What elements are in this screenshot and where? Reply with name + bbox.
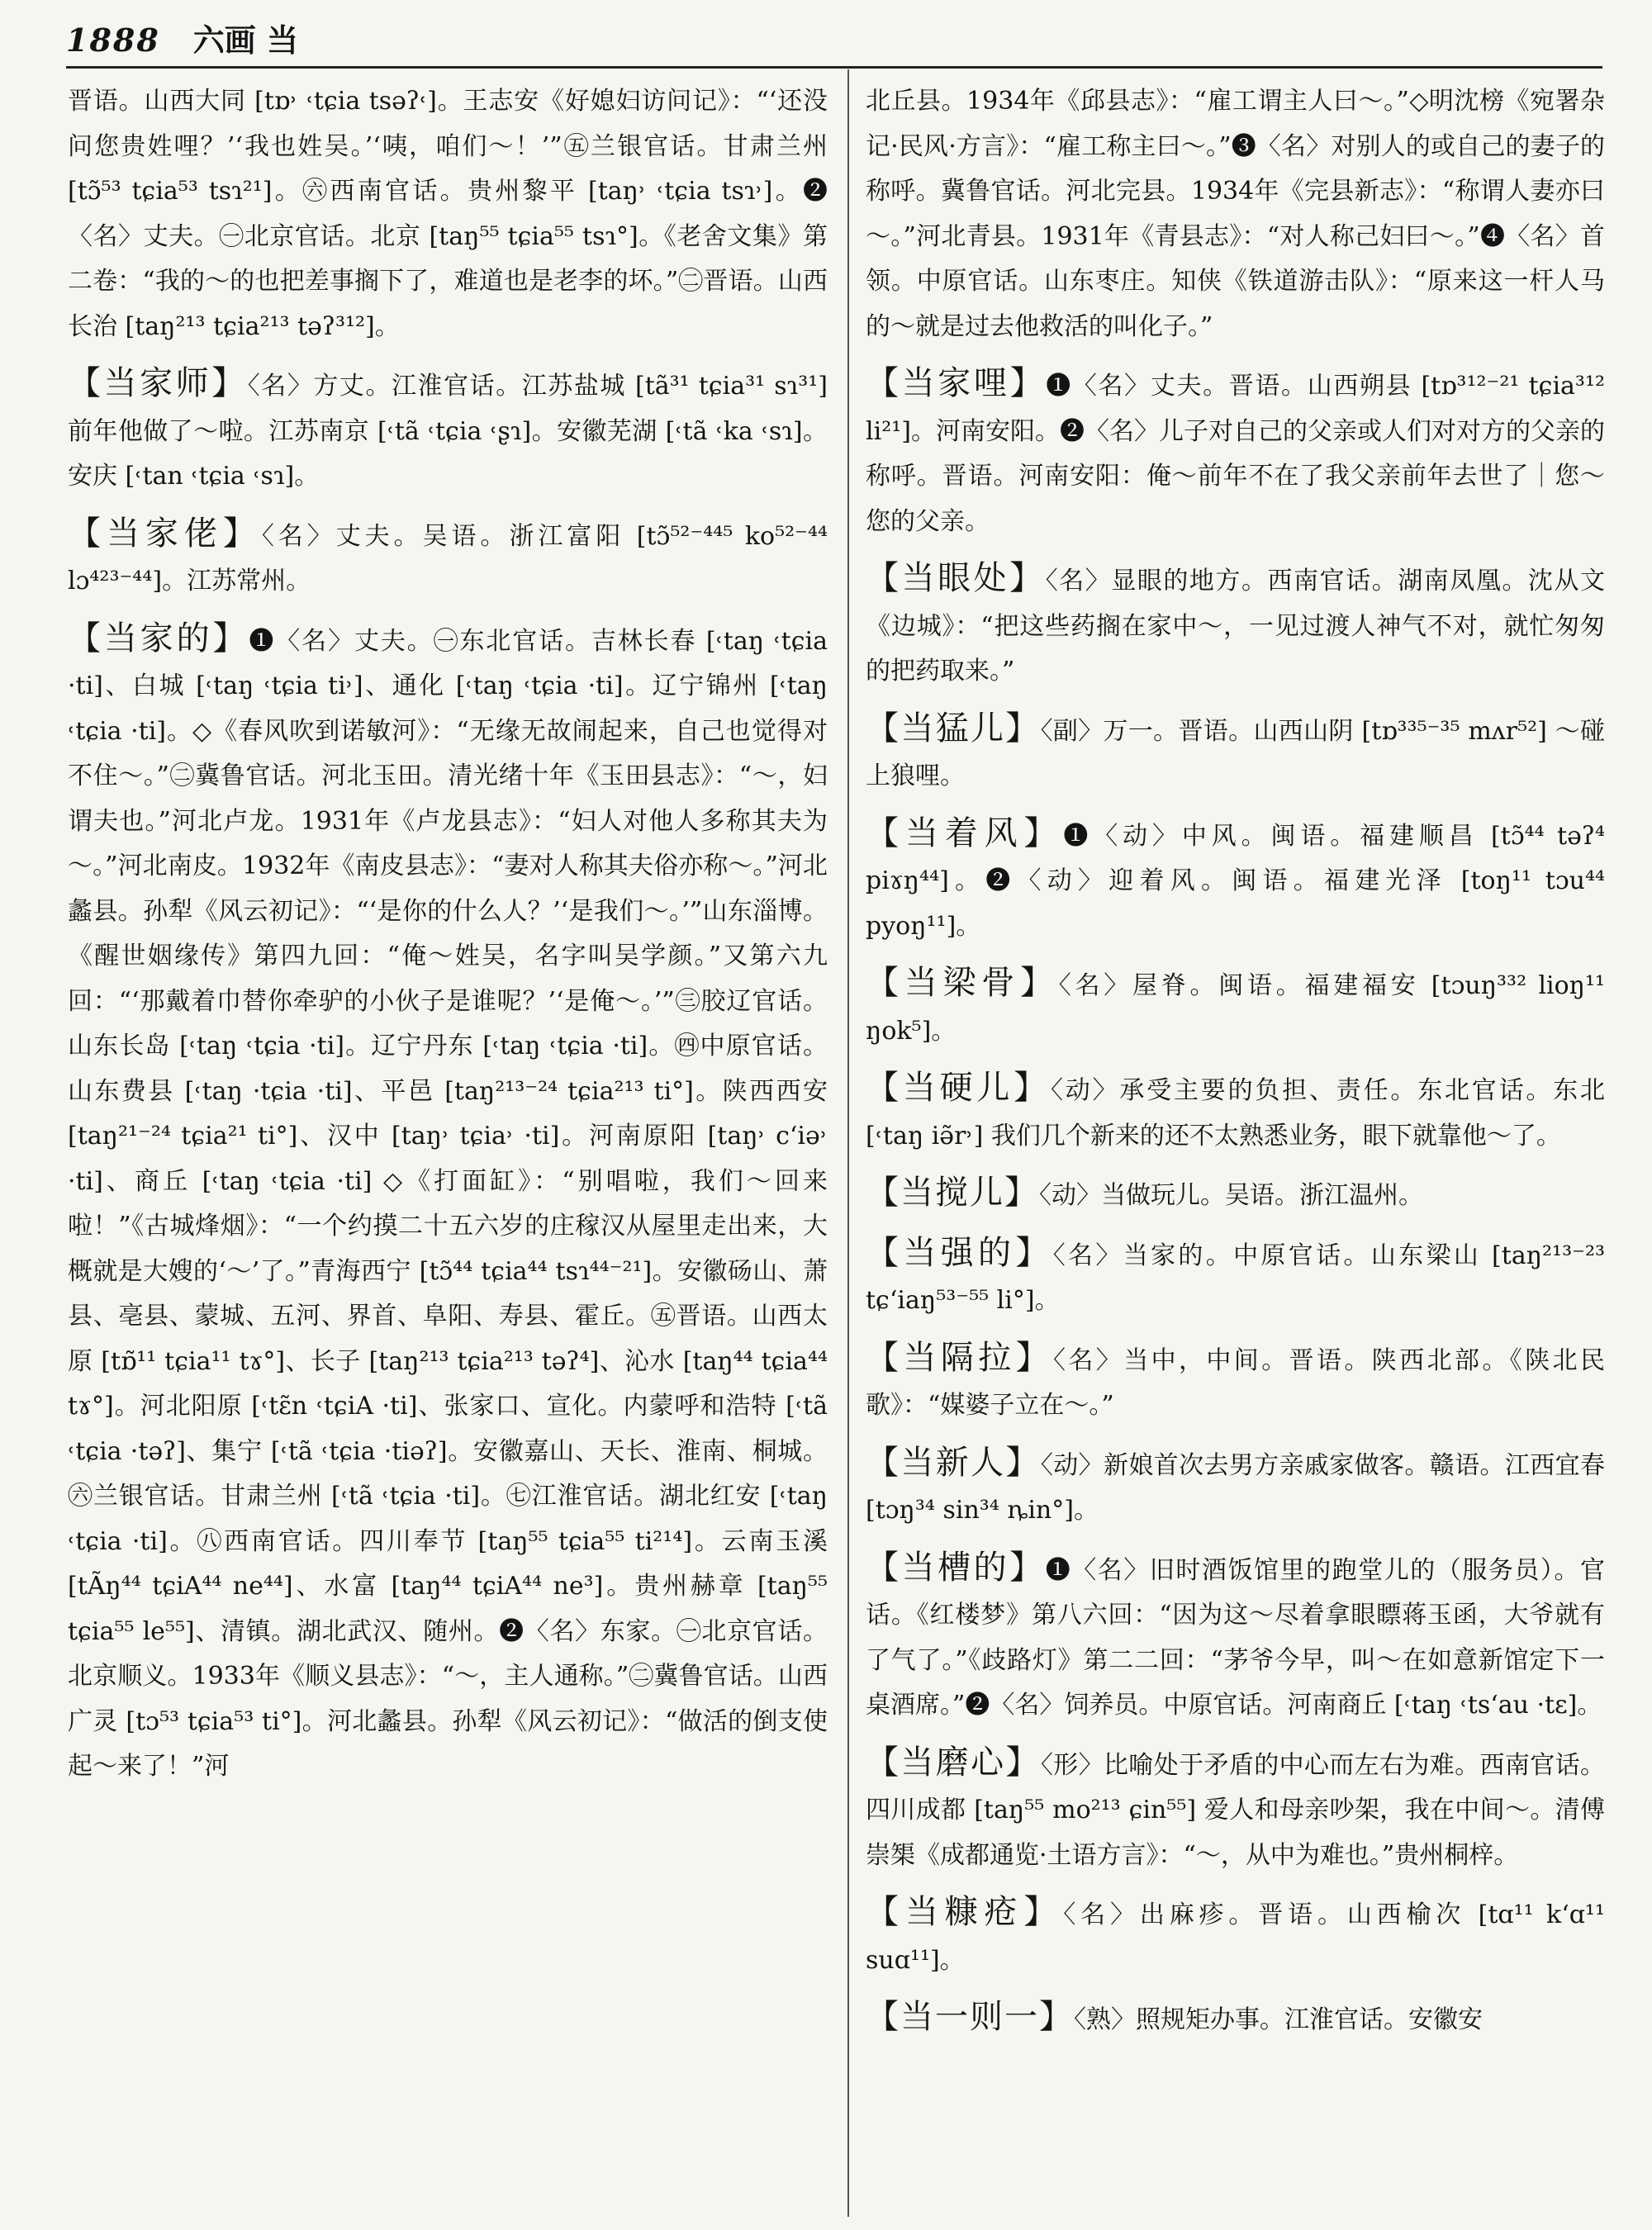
entry-body: 〈动〉当做玩儿。吴语。浙江温州。 <box>1039 1181 1423 1210</box>
dictionary-entry <box>866 1231 1605 1324</box>
entry-body: ❶〈名〉旧时酒饭馆里的跑堂儿的（服务员）。官话。《红楼梦》第八六回：“因为这～尽着拿眼瞟蒋玉函，大爷就有了气了。”《歧路灯》第二二回：“茅爷今早，叫～在如意新馆定下一桌酒席。”❷〈名〉饲养员。中原官话。河南商丘 [˓taŋ ˓tsʻau ·tɛ]。 <box>866 1555 1605 1720</box>
page-header <box>66 15 1602 61</box>
entry-body: 〈名〉当家的。中原官话。山东梁山 [taŋ²¹³⁻²³ tɕʻiaŋ⁵³⁻⁵⁵ li°]。 <box>866 1241 1605 1315</box>
dictionary-entry <box>68 511 828 605</box>
entry-headword: 【当家师】 <box>68 364 248 402</box>
dictionary-entry <box>866 706 1605 799</box>
entry-body: 〈熟〉照规矩办事。江淮官话。安徽安 <box>1074 2005 1483 2034</box>
entry-body: 〈副〉万一。晋语。山西山阴 [tɒ³³⁵⁻³⁵ mʌr⁵²] ～碰上狼哩。 <box>866 716 1605 790</box>
entry-headword: 【当隔拉】 <box>866 1338 1053 1377</box>
entry-body: 〈名〉显眼的地方。西南官话。湖南凤凰。沈从文《边城》：“把这些药搁在家中～，一见过渡人神气不对，就忙匆匆的把药取来。” <box>866 567 1605 686</box>
entry-body: ❶〈动〉中风。闽语。福建顺昌 [tɔ̃⁴⁴ təʔ⁴ piɤŋ⁴⁴]。❷〈动〉迎着风。闽语。福建光泽 [toŋ¹¹ tɔu⁴⁴ pyoŋ¹¹]。 <box>866 821 1605 941</box>
dictionary-entry <box>866 76 1605 349</box>
entry-body: 〈名〉当中，中间。晋语。陕西北部。《陕北民歌》：“媒婆子立在～。” <box>866 1345 1605 1420</box>
dictionary-entry <box>866 1440 1605 1534</box>
entry-body: 〈动〉承受主要的负担、责任。东北官话。东北 [˓taŋ iə̃r˒] 我们几个新来的还不太熟悉业务，眼下就靠他～了。 <box>866 1076 1605 1151</box>
entry-headword: 【当新人】 <box>866 1443 1041 1482</box>
entry-headword: 【当梁骨】 <box>866 964 1059 1002</box>
dictionary-entry <box>866 1336 1605 1429</box>
entry-headword: 【当搅儿】 <box>866 1174 1039 1212</box>
entry-body: ❶〈名〉丈夫。晋语。山西朔县 [tɒ³¹²⁻²¹ tɕia³¹² li²¹]。河南安阳。❷〈名〉儿子对自己的父亲或人们对对方的父亲的称呼。晋语。河南安阳：俺～前年不在了我父亲前年去世了｜您～您的父亲。 <box>866 372 1605 536</box>
dictionary-entry <box>866 811 1605 950</box>
right-column <box>866 76 1605 2215</box>
entry-headword: 【当家的】 <box>68 619 249 657</box>
entry-headword: 【当槽的】 <box>866 1548 1046 1587</box>
dictionary-entry <box>866 1065 1605 1159</box>
entry-headword: 【当硬儿】 <box>866 1069 1051 1107</box>
dictionary-entry <box>866 1890 1605 1983</box>
entry-body: 北丘县。1934年《邱县志》：“雇工谓主人曰～。”◇明沈榜《宛署杂记·民风·方言》：“雇工称主曰～。”❸〈名〉对别人的或自己的妻子的称呼。冀鲁官话。河北完县。1934年《完县新志》：“称谓人妻亦曰～。”河北青县。1931年《青县志》：“对人称己妇曰～。”❹〈名〉首领。中原官话。山东枣庄。知侠《铁道游击队》：“原来这一杆人马的～就是过去他救活的叫化子。” <box>866 87 1605 341</box>
dictionary-entry <box>866 361 1605 544</box>
dictionary-entry <box>866 1740 1605 1879</box>
entry-headword: 【当糠疮】 <box>866 1893 1064 1931</box>
entry-body: 〈名〉屋脊。闽语。福建福安 [tɔuŋ³³² lioŋ¹¹ ŋok⁵]。 <box>866 971 1605 1046</box>
dictionary-entry <box>68 361 828 500</box>
entry-headword: 【当强的】 <box>866 1233 1053 1272</box>
header-rule <box>66 66 1602 69</box>
entry-body: 〈动〉新娘首次去男方亲戚家做客。赣语。江西宜春 [tɔŋ³⁴ sin³⁴ ȵin°]。 <box>866 1450 1605 1525</box>
dictionary-entry <box>866 1545 1605 1729</box>
entry-body: 晋语。山西大同 [tɒ˒ ˓tɕia tsəʔ˓]。王志安《好媳妇访问记》：“‘还没问您贵姓哩？’‘我也姓吴。’‘咦，咱们～！’”㊄兰银官话。甘肃兰州 [tɔ̃⁵³ tɕia⁵³ tsɿ²¹]。㊅西南官话。贵州黎平 [taŋ˒ ˓tɕia tsɿ˒]。❷〈名〉丈夫。㊀北京官话。北京 [taŋ⁵⁵ tɕia⁵⁵ tsɿ°]。《老舍文集》第二卷：“我的～的也把差事搁下了，难道也是老李的坏。”㊁晋语。山西长治 [taŋ²¹³ tɕia²¹³ təʔ³¹²]。 <box>68 87 828 341</box>
section-title: 六画 当 <box>192 21 298 59</box>
dictionary-entry <box>866 961 1605 1054</box>
entry-headword: 【当猛儿】 <box>866 709 1041 747</box>
entry-body: 〈名〉出麻疹。晋语。山西榆次 [tɑ¹¹ kʻɑ¹¹ suɑ¹¹]。 <box>866 1900 1605 1975</box>
column-divider <box>847 69 849 2217</box>
dictionary-entry <box>866 1995 1605 2043</box>
entry-headword: 【当家哩】 <box>866 364 1047 402</box>
entry-body: 〈名〉方丈。江淮官话。江苏盐城 [tã³¹ tɕia³¹ sɿ³¹] 前年他做了～啦。江苏南京 [˓tã ˓tɕia ˓ʂɿ]。安徽芜湖 [˓tã ˓ka ˓sɿ]。安庆 [˓tan ˓tɕia ˓sɿ]。 <box>68 372 828 491</box>
page-number: 1888 <box>66 21 160 59</box>
dictionary-entry <box>68 616 828 1790</box>
entry-headword: 【当着风】 <box>866 814 1064 852</box>
dictionary-entry <box>866 1170 1605 1219</box>
dictionary-entry <box>866 556 1605 695</box>
entry-headword: 【当家佬】 <box>68 514 262 553</box>
entry-headword: 【当磨心】 <box>866 1743 1041 1782</box>
entry-body: ❶〈名〉丈夫。㊀东北官话。吉林长春 [˓taŋ ˓tɕia ·ti]、白城 [˓taŋ ˓tɕia ti˒]、通化 [˓taŋ ˓tɕia ·ti]。辽宁锦州 [˓taŋ ˓tɕia ·ti]。◇《春风吹到诺敏河》：“无缘无故闹起来，自己也觉得对不住～。”㊁冀鲁官话。河北玉田。清光绪十年《玉田县志》：“～，妇谓夫也。”河北卢龙。1931年《卢龙县志》：“妇人对他人多称其夫为～。”河北南皮。1932年《南皮县志》：“妻对人称其夫俗亦称～。”河北蠡县。孙犁《风云初记》：“‘是你的什么人？’‘是我们～。’”山东淄博。《醒世姻缘传》第四九回：“俺～姓吴，名字叫吴学颜。”又第六九回：“‘那戴着巾替你牵驴的小伙子是谁呢？’‘是俺～。’”㊂胶辽官话。山东长岛 [˓taŋ ˓tɕia ·ti]。辽宁丹东 [˓taŋ ˓tɕia ·ti]。㊃中原官话。山东费县 [˓taŋ ·tɕia ·ti]、平邑 [taŋ²¹³⁻²⁴ tɕia²¹³ ti°]。陕西西安 [taŋ²¹⁻²⁴ tɕia²¹ ti°]、汉中 [taŋ˒ tɕia˒ ·ti]。河南原阳 [taŋ˒ cʻiə˒ ·ti]、商丘 [˓taŋ ˓tɕia ·ti] ◇《打面缸》：“别唱啦，我们～回来啦！”《古城烽烟》：“一个约摸二十五六岁的庄稼汉从屋里走出来，大概就是大嫂的‘～’了。”青海西宁 [tɔ̃⁴⁴ tɕia⁴⁴ tsɿ⁴⁴⁻²¹]。安徽砀山、萧县、亳县、蒙城、五河、界首、阜阳、寿县、霍丘。㊄晋语。山西太原 [tɒ̃¹¹ tɕia¹¹ tɤ°]、长子 [taŋ²¹³ tɕia²¹³ təʔ⁴]、沁水 [taŋ⁴⁴ tɕia⁴⁴ tɤ°]。河北阳原 [˓tɛ̃n ˓tɕiA ·ti]、张家口、宣化。内蒙呼和浩特 [˓tã ˓tɕia ·təʔ]、集宁 [˓tã ˓tɕia ·tiəʔ]。安徽嘉山、天长、淮南、桐城。㊅兰银官话。甘肃兰州 [˓tã ˓tɕia ·ti]。㊆江淮官话。湖北红安 [˓taŋ ˓tɕia ·ti]。㊇西南官话。四川奉节 [taŋ⁵⁵ tɕia⁵⁵ ti²¹⁴]。云南玉溪 [tÃŋ⁴⁴ tɕiA⁴⁴ ne⁴⁴]、水富 [taŋ⁴⁴ tɕiA⁴⁴ ne³]。贵州赫章 [taŋ⁵⁵ tɕia⁵⁵ le⁵⁵]、清镇。湖北武汉、随州。❷〈名〉东家。㊀北京官话。北京顺义。1933年《顺义县志》：“～，主人通称。”㊁冀鲁官话。山西广灵 [tɔ⁵³ tɕia⁵³ ti°]。河北蠡县。孙犁《风云初记》：“做活的倒支使起～来了！”河 <box>68 626 828 1781</box>
dictionary-entry <box>68 76 828 349</box>
entry-headword: 【当眼处】 <box>866 559 1046 597</box>
entry-body: 〈形〉比喻处于矛盾的中心而左右为难。西南官话。四川成都 [taŋ⁵⁵ mo²¹³ ɕin⁵⁵] 爱人和母亲吵架，我在中间～。清傅崇榘《成都通览·土语方言》：“～，从中为难也。”贵州桐梓。 <box>866 1750 1605 1870</box>
entry-body: 〈名〉丈夫。吴语。浙江富阳 [tɔ̃⁵²⁻⁴⁴⁵ ko⁵²⁻⁴⁴ lɔ⁴²³⁻⁴⁴]。江苏常州。 <box>68 521 828 595</box>
left-column <box>68 76 828 2215</box>
entry-headword: 【当一则一】 <box>866 1998 1074 2036</box>
